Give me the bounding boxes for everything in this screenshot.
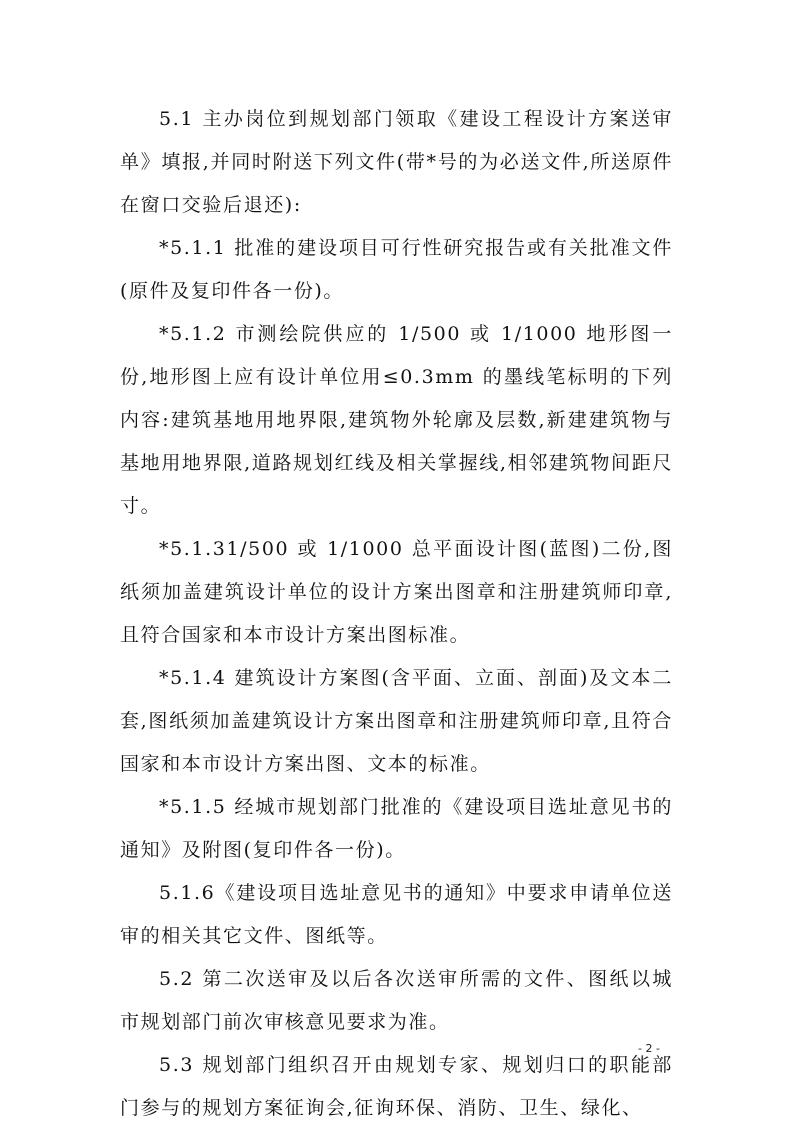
paragraph-5-1-2: *5.1.2 市测绘院供应的 1/500 或 1/1000 地形图一份,地形图上应有设计单位用≤0.3mm 的墨线笔标明的下列内容:建筑基地用地界限,建筑物外轮廓及层数,新建建筑物与基地用地界限,道路规划红线及相关掌握线,相邻建筑物间距尺寸。	[120, 323, 673, 517]
paragraph-5-1: 5.1 主办岗位到规划部门领取《建设工程设计方案送审单》填报,并同时附送下列文件(带*号的为必送文件,所送原件在窗口交验后退还):	[120, 108, 673, 216]
paragraph-5-1-4: *5.1.4 建筑设计方案图(含平面、立面、剖面)及文本二套,图纸须加盖建筑设计方案出图章和注册建筑师印章,且符合国家和本市设计方案出图、文本的标准。	[120, 667, 673, 775]
paragraph-5-1-6: 5.1.6《建设项目选址意见书的通知》中要求申请单位送审的相关其它文件、图纸等。	[120, 882, 673, 947]
paragraph-5-1-5: *5.1.5 经城市规划部门批准的《建设项目选址意见书的通知》及附图(复印件各一份)。	[120, 796, 673, 861]
paragraph-5-3: 5.3 规划部门组织召开由规划专家、规划归口的职能部门参与的规划方案征询会,征询环保、消防、卫生、绿化、	[120, 1054, 673, 1119]
page-number: - 2 -	[638, 1042, 660, 1055]
paragraph-5-1-1: *5.1.1 批准的建设项目可行性研究报告或有关批准文件(原件及复印件各一份)。	[120, 237, 673, 302]
paragraph-5-1-3: *5.1.31/500 或 1/1000 总平面设计图(蓝图)二份,图纸须加盖建筑设计单位的设计方案出图章和注册建筑师印章,且符合国家和本市设计方案出图标准。	[120, 538, 673, 646]
paragraph-5-2: 5.2 第二次送审及以后各次送审所需的文件、图纸以城市规划部门前次审核意见要求为准。	[120, 968, 673, 1033]
document-body	[120, 98, 673, 1130]
